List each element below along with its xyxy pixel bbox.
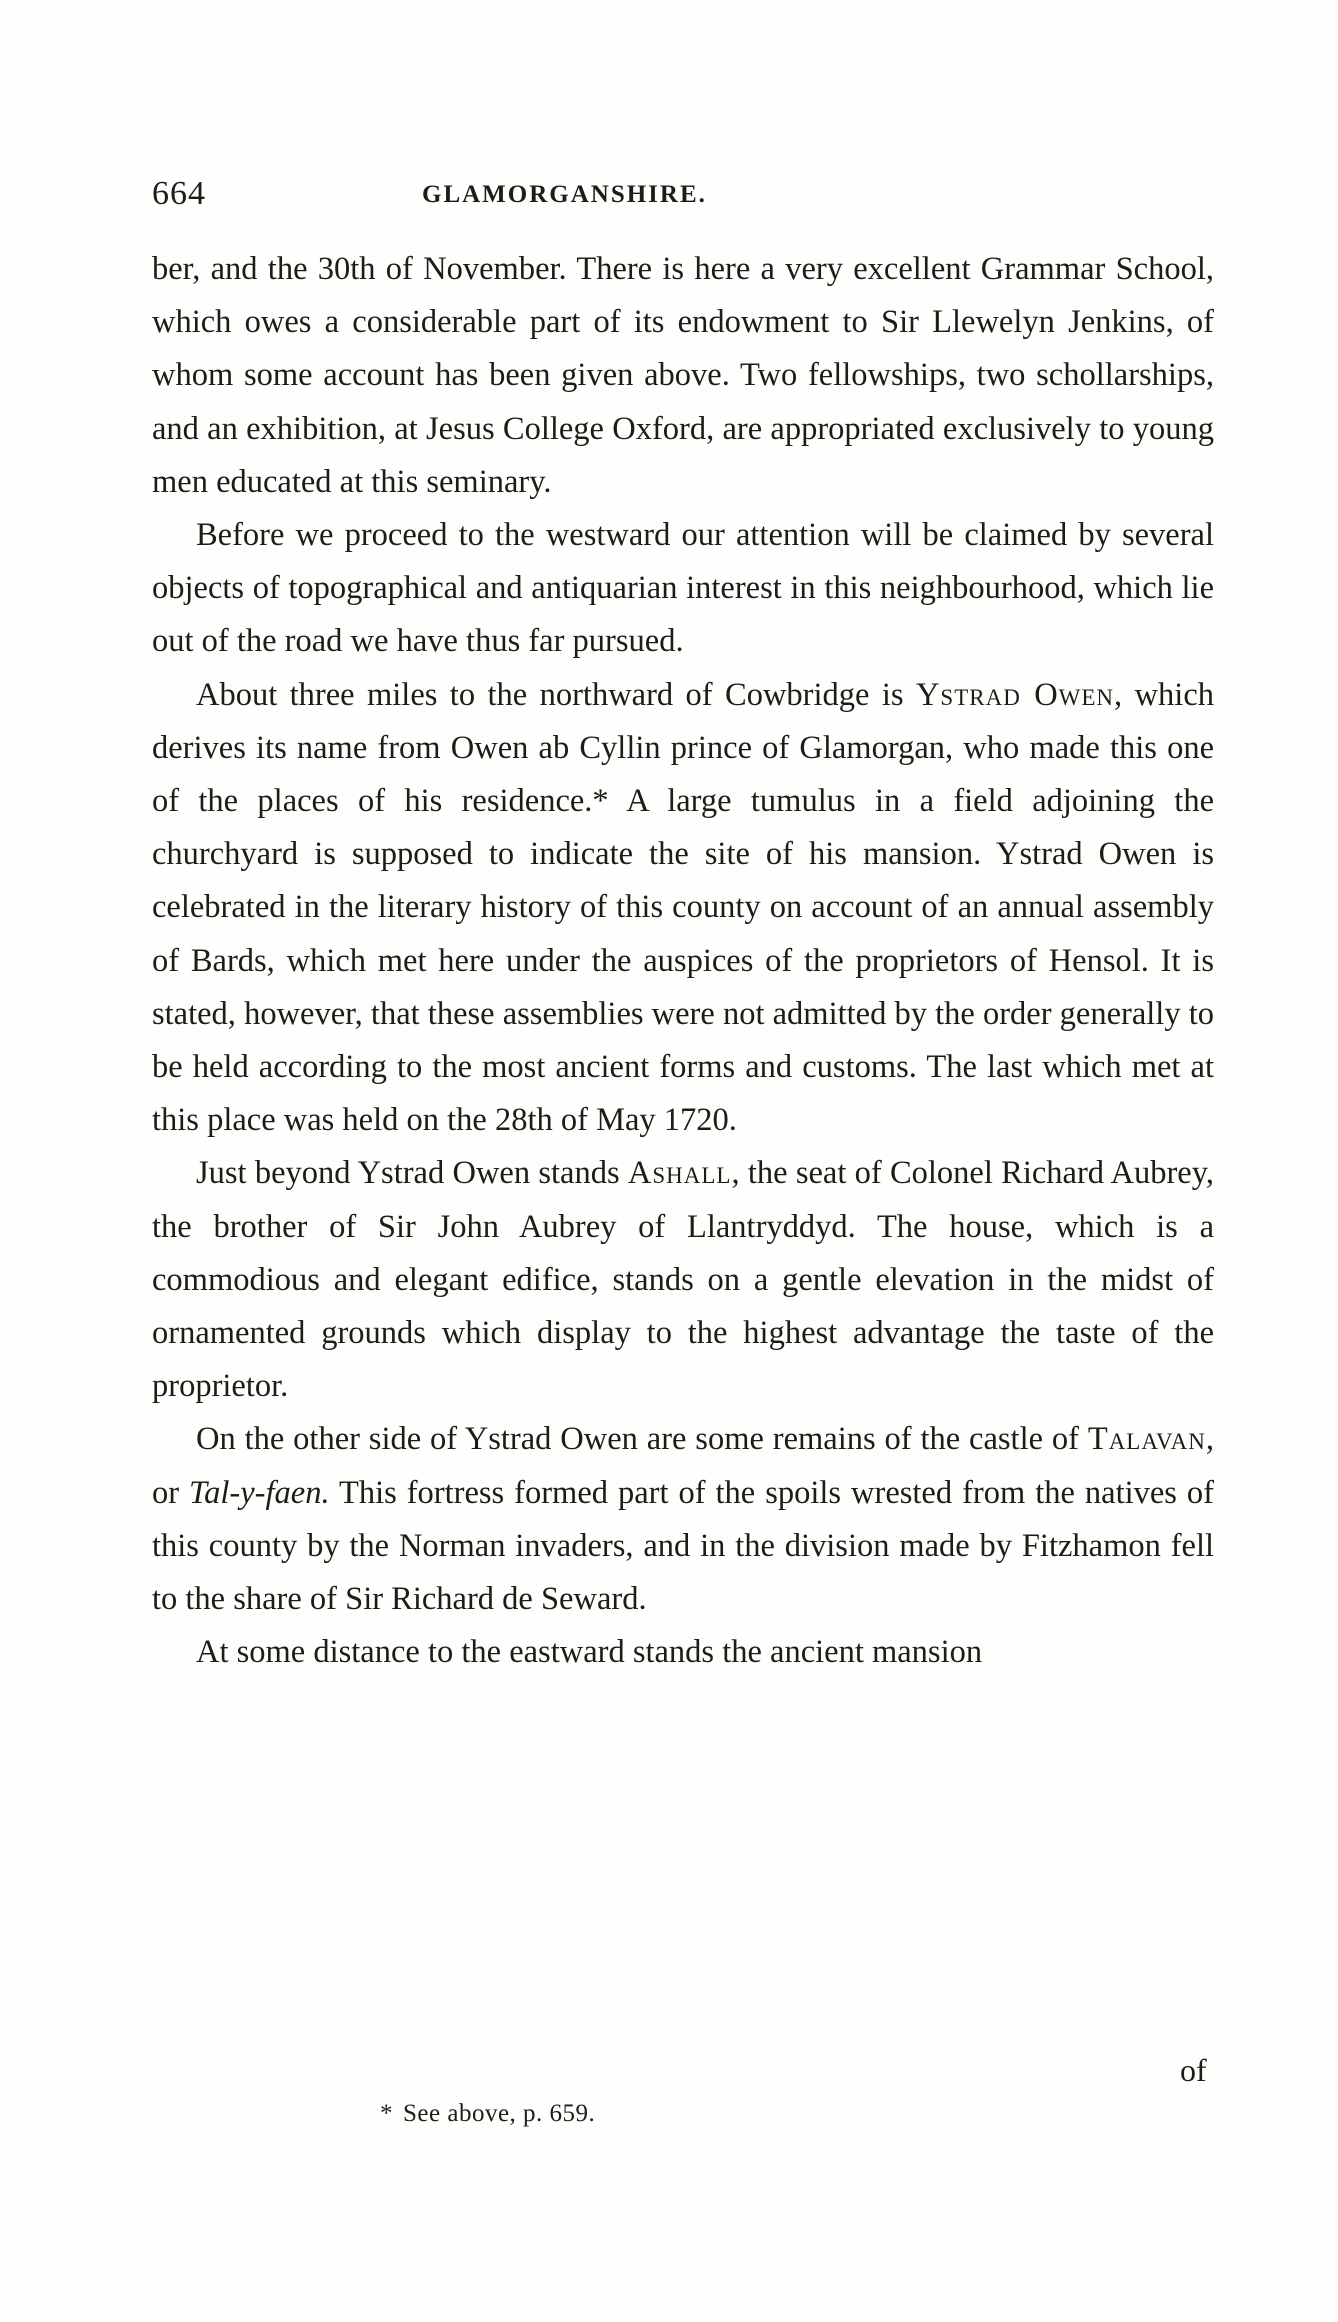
paragraph-text: At some distance to the eastward stands the ancient mansion xyxy=(196,1634,983,1671)
paragraph-6 xyxy=(152,1626,1214,1679)
paragraph-2 xyxy=(152,509,1214,669)
running-head: GLAMORGANSHIRE. xyxy=(422,181,707,208)
paragraph-4 xyxy=(152,1147,1214,1413)
place-name-ashall: Ashall xyxy=(627,1155,732,1192)
footnote xyxy=(380,2100,595,2128)
paragraph-text: On the other side of Ystrad Owen are some remains of the castle of xyxy=(196,1421,1088,1458)
footnote-text: See above, p. 659. xyxy=(403,2100,596,2127)
paragraph-text: , which derives its name from Owen ab Cyllin prince of Glamorgan, who made this one of the places of his residence.* A large tumulus in a field adjoining the churchyard is supposed to indicate the site of his mansion. Ystrad Owen is celebrated in the literary history of this county on account of an annual assembly of Bards, which met here under the auspices of the proprietors of Hensol. It is stated, however, that these assemblies were not admitted by the order generally to be held according to the most ancient forms and customs. The last which met at this place was held on the 28th of May 1720. xyxy=(152,676,1214,1139)
place-name-tal-y-faen: Tal-y-faen. xyxy=(189,1474,330,1511)
paragraph-text: ber, and the 30th of November. There is here a very excellent Grammar School, which owes a considerable part of its endowment to Sir Llewelyn Jenkins, of whom some account has been given above. Two fellowships, two schollarships, and an exhibition, at Jesus College Oxford, are appropriated exclusively to young men educated at this seminary. xyxy=(152,251,1214,500)
page-number: 664 xyxy=(152,175,206,212)
page-header xyxy=(152,175,1232,225)
footnote-mark: * xyxy=(380,2100,393,2127)
paragraph-text: About three miles to the northward of Cowbridge is xyxy=(196,676,916,713)
paragraph-text: This fortress formed part of the spoils wrested from the natives of this county by the Norman invaders, and in the division made by Fitzhamon fell to the share of Sir Richard de Seward. xyxy=(152,1474,1214,1618)
paragraph-text: Just beyond Ystrad Owen stands xyxy=(196,1155,628,1192)
paragraph-text: Before we proceed to the westward our attention will be claimed by several objects of topographical and antiquarian interest in this neighbourhood, which lie out of the road we have thus far pursued. xyxy=(152,517,1214,660)
paragraph-text: , the seat of Colonel Richard Aubrey, the brother of Sir John Aubrey of Llantryddyd. The house, which is a commodious and elegant edifice, stands on a gentle elevation in the midst of ornamented grounds which display to the highest advantage the taste of the proprietor. xyxy=(152,1155,1214,1405)
body-text xyxy=(152,243,1214,1679)
paragraph-3 xyxy=(152,669,1214,1148)
paragraph-5 xyxy=(152,1413,1214,1626)
paragraph-text: , or xyxy=(152,1421,1214,1511)
paragraph-1 xyxy=(152,243,1214,509)
catchword: of xyxy=(1180,2052,1207,2088)
place-name-ystrad-owen: Ystrad Owen xyxy=(915,676,1115,713)
place-name-talavan: Talavan xyxy=(1087,1421,1206,1458)
